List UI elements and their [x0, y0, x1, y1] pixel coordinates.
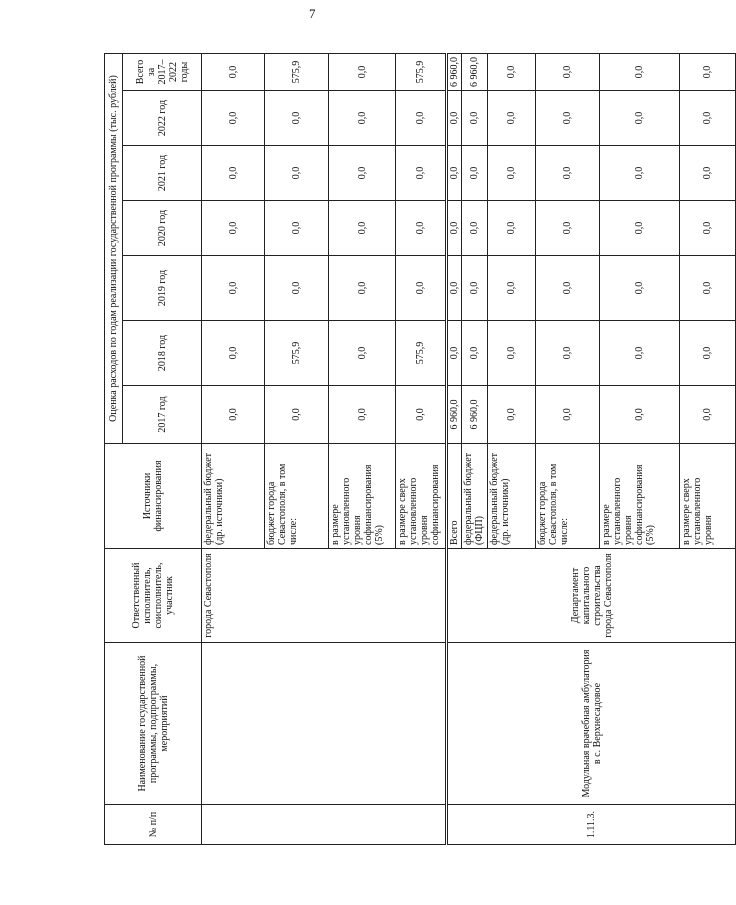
header-year-2017: 2017 год: [123, 386, 202, 444]
cell-value: 0,0: [536, 201, 600, 256]
cell-value: 0,0: [265, 201, 329, 256]
cell-value: 0,0: [600, 386, 680, 444]
cell-source: бюджет города Севастополя, в том числе:: [536, 444, 600, 549]
cell-value: 0,0: [329, 91, 396, 146]
cell-value: 0,0: [488, 91, 536, 146]
cell-name: [202, 643, 447, 805]
cell-value: 0,0: [447, 321, 462, 386]
cell-name: Модульная врачебная амбулатория в с. Верхнесадовое: [447, 643, 736, 805]
cell-source: бюджет города Севастополя, в том числе:: [265, 444, 329, 549]
cell-source: федеральный бюджет (др. источники): [488, 444, 536, 549]
cell-num: [202, 805, 447, 845]
cell-value: 0,0: [488, 321, 536, 386]
cell-source: в размере сверх установленного уровня софинансирования: [396, 444, 447, 549]
cell-value: 0,0: [447, 256, 462, 321]
cell-value: 0,0: [536, 53, 600, 90]
cell-value: 0,0: [462, 201, 488, 256]
cell-value: 0,0: [202, 146, 265, 201]
cell-value: 0,0: [536, 386, 600, 444]
cell-value: 0,0: [488, 53, 536, 90]
cell-source: в размере установленного уровня софинансирования (5%): [600, 444, 680, 549]
budget-table: [104, 53, 736, 845]
cell-value: 0,0: [536, 146, 600, 201]
cell-value: 0,0: [447, 91, 462, 146]
cell-value: 0,0: [202, 201, 265, 256]
cell-value: 6 960,0: [462, 386, 488, 444]
header-num: № п/п: [105, 805, 202, 845]
header-year-2021: 2021 год: [123, 146, 202, 201]
cell-value: 0,0: [600, 53, 680, 90]
cell-value: 0,0: [265, 146, 329, 201]
cell-value: 0,0: [680, 91, 736, 146]
cell-value: 0,0: [680, 386, 736, 444]
cell-value: 0,0: [600, 201, 680, 256]
cell-source: в размере установленного уровня софинансирования (5%): [329, 444, 396, 549]
cell-value: 0,0: [202, 91, 265, 146]
cell-value: 575,9: [396, 321, 447, 386]
cell-value: 0,0: [202, 321, 265, 386]
header-responsible: Ответственный исполнитель, соисполнитель, участник: [105, 549, 202, 643]
cell-value: 0,0: [600, 321, 680, 386]
cell-value: 0,0: [488, 256, 536, 321]
cell-value: 0,0: [202, 256, 265, 321]
cell-value: 0,0: [265, 256, 329, 321]
cell-value: 0,0: [600, 91, 680, 146]
page-number: 7: [309, 6, 316, 21]
header-year-2022: 2022 год: [123, 91, 202, 146]
cell-value: 0,0: [202, 53, 265, 90]
cell-value: 0,0: [329, 386, 396, 444]
cell-value: 0,0: [680, 201, 736, 256]
cell-value: 0,0: [396, 201, 447, 256]
cell-source: федеральный бюджет (др. источники): [202, 444, 265, 549]
cell-value: 0,0: [396, 91, 447, 146]
cell-value: 0,0: [396, 256, 447, 321]
cell-value: 0,0: [329, 201, 396, 256]
cell-value: 0,0: [462, 91, 488, 146]
cell-value: 0,0: [488, 386, 536, 444]
header-name: Наименование государственной программы, подпрограммы, мероприятий: [105, 643, 202, 805]
cell-value: 0,0: [329, 256, 396, 321]
cell-source: в размере сверх установленного уровня: [680, 444, 736, 549]
cell-value: 6 960,0: [447, 53, 462, 90]
cell-source: федеральный бюджет (ФЦП): [462, 444, 488, 549]
cell-source: Всего: [447, 444, 462, 549]
cell-value: 0,0: [536, 256, 600, 321]
cell-value: 575,9: [265, 321, 329, 386]
header-estimate: Оценка расходов по годам реализации государственной программы (тыс. рублей): [105, 53, 123, 443]
cell-value: 0,0: [329, 321, 396, 386]
header-source: Источники финансирования: [105, 444, 202, 549]
table-row: [447, 53, 462, 844]
cell-value: 6 960,0: [462, 53, 488, 90]
header-total: Всего за 2017–2022 годы: [123, 53, 202, 90]
cell-value: 0,0: [462, 321, 488, 386]
rotated-table-container: [104, 57, 714, 845]
cell-value: 0,0: [488, 201, 536, 256]
cell-responsible: Департамент капитального строительства города Севастополя: [447, 549, 736, 643]
cell-value: 0,0: [600, 256, 680, 321]
cell-value: 0,0: [447, 146, 462, 201]
cell-value: 0,0: [462, 146, 488, 201]
cell-value: 0,0: [680, 53, 736, 90]
header-year-2020: 2020 год: [123, 201, 202, 256]
cell-responsible: города Севастополя: [202, 549, 447, 643]
cell-value: 6 960,0: [447, 386, 462, 444]
cell-value: 0,0: [447, 201, 462, 256]
cell-value: 0,0: [600, 146, 680, 201]
cell-value: 0,0: [329, 53, 396, 90]
cell-value: 0,0: [202, 386, 265, 444]
header-year-2018: 2018 год: [123, 321, 202, 386]
table-row: [202, 53, 265, 844]
header-year-2019: 2019 год: [123, 256, 202, 321]
cell-value: 0,0: [265, 91, 329, 146]
cell-value: 0,0: [680, 256, 736, 321]
cell-value: 0,0: [680, 321, 736, 386]
cell-value: 0,0: [488, 146, 536, 201]
cell-value: 0,0: [536, 91, 600, 146]
cell-value: 0,0: [680, 146, 736, 201]
cell-value: 0,0: [462, 256, 488, 321]
cell-value: 575,9: [265, 53, 329, 90]
cell-value: 0,0: [265, 386, 329, 444]
cell-value: 0,0: [329, 146, 396, 201]
cell-value: 0,0: [396, 146, 447, 201]
cell-value: 0,0: [536, 321, 600, 386]
cell-value: 575,9: [396, 53, 447, 90]
cell-value: 0,0: [396, 386, 447, 444]
cell-num: 1.11.3.: [447, 805, 736, 845]
